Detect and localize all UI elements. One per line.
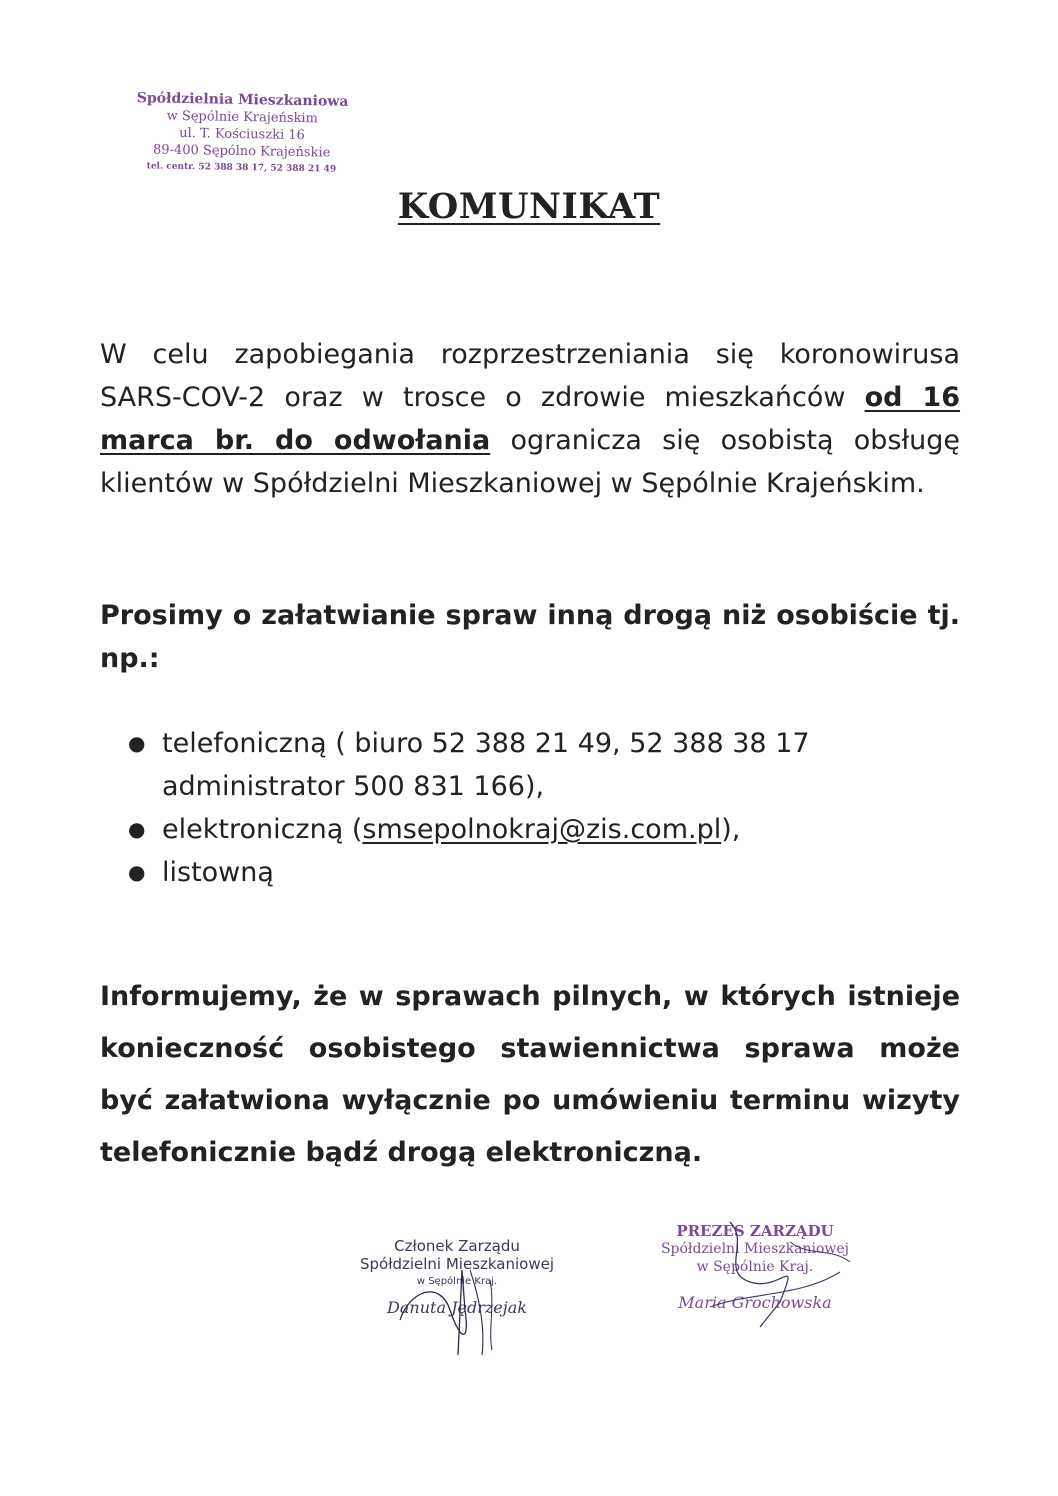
contact-methods-list xyxy=(128,722,960,894)
info-paragraph: Informujemy, że w sprawach pilnych, w których istnieje konieczność osobistego stawiennictwa sprawa może być załatwiona wyłącznie po umówieniu terminu wizyty telefonicznie bądź drogą elektroniczną. xyxy=(100,981,960,1168)
bullet-icon: ● xyxy=(128,731,146,755)
request-paragraph: Prosimy o załatwianie spraw inną drogą niż osobiście tj. np.: xyxy=(100,600,960,674)
intro-text-before: W celu zapobiegania rozprzestrzeniania się koronowirusa SARS-COV-2 oraz w trosce o zdrowie mieszkańców xyxy=(100,339,960,413)
signature-left-town: w Sępólnie Kraj. xyxy=(416,1276,498,1287)
signature-right-role: PREZES ZARZĄDU xyxy=(676,1222,834,1240)
stamp-line-postcode: 89-400 Sępólno Krajeńskie xyxy=(152,142,331,161)
intro-paragraph xyxy=(100,333,960,505)
email-method-text-before: elektroniczną ( xyxy=(162,814,363,845)
bullet-icon: ● xyxy=(128,817,146,841)
phone-method-text: telefoniczną ( biuro 52 388 21 49, 52 388 38 17 administrator 500 831 166), xyxy=(162,728,810,802)
document-title: KOMUNIKAT xyxy=(397,186,661,227)
list-item-phone xyxy=(128,722,960,808)
cooperative-stamp xyxy=(111,90,372,180)
signature-left-role: Członek Zarządu xyxy=(394,1237,520,1255)
signature-right-town: w Sępólnie Kraj. xyxy=(696,1259,814,1275)
bullet-icon: ● xyxy=(128,860,146,884)
signature-right-name: Maria Grochowska xyxy=(678,1293,832,1312)
document-title-wrapper xyxy=(0,186,1058,227)
email-link[interactable]: smsepolnokraj@zis.com.pl xyxy=(362,814,722,845)
stamp-line-street: ul. T. Kościuszki 16 xyxy=(179,125,305,144)
intro-text-after: ogranicza się osobistą obsługę klientów w Spółdzielni Mieszkaniowej w Sępólnie Krajeńskim. xyxy=(100,425,960,499)
list-item-email xyxy=(128,808,960,851)
stamp-line-town: w Sępólnie Krajeńskim xyxy=(166,108,319,127)
stamp-line-phone: tel. centr. 52 388 38 17, 52 388 21 49 xyxy=(146,161,337,175)
signature-right-org: Spółdzielni Mieszkaniowej xyxy=(660,1241,850,1257)
signature-president xyxy=(640,1222,870,1312)
post-method-text: listowną xyxy=(162,857,274,888)
intro-highlight-date: od 16 marca br. do odwołania xyxy=(100,382,961,456)
signature-left-name: Danuta Jędrzejak xyxy=(387,1298,527,1317)
list-item-post xyxy=(128,851,960,894)
signature-left-org: Spółdzielni Mieszkaniowej xyxy=(359,1255,555,1273)
signature-board-member xyxy=(352,1237,562,1317)
email-method-text-after: ), xyxy=(721,814,741,845)
stamp-line-name: Spółdzielnia Mieszkaniowa xyxy=(136,90,349,110)
